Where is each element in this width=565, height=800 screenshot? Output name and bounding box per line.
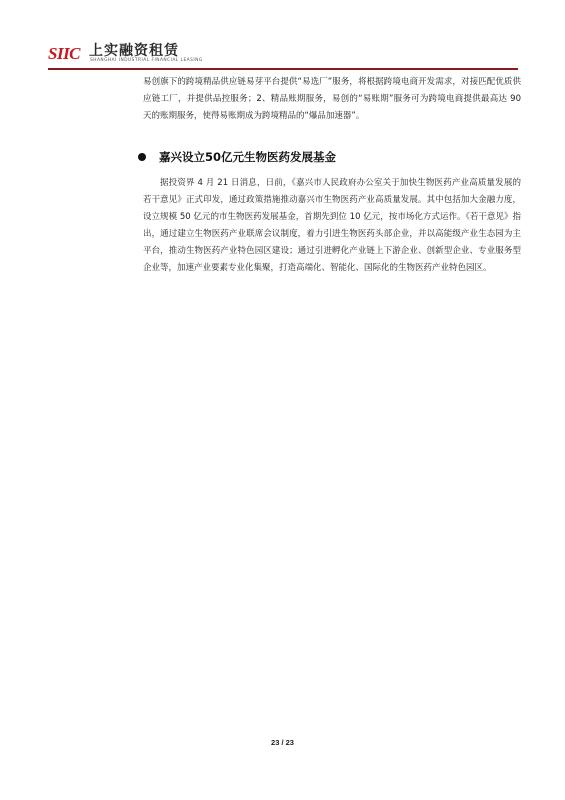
section-title: 嘉兴设立50亿元生物医药发展基金 [159, 150, 337, 164]
company-name-cn: 上实融资租赁 [89, 43, 179, 59]
page-header [48, 38, 518, 68]
header-divider [48, 68, 518, 70]
company-name-en: SHANGHAI INDUSTRIAL FINANCIAL LEASING [90, 58, 203, 63]
section-heading [138, 147, 521, 167]
paragraph-continued: 易创旗下的跨境精品供应链易芽平台提供“易选厂”服务，将根据跨境电商开发需求，对接匹配优质供应链工厂，并提供品控服务；2、精品账期服务，易创的“易账期”服务可为跨境电商提供最高达 90 天的账期服务，使得易账期成为跨境精品的“爆品加速器”。 [143, 77, 521, 121]
bullet-icon [138, 153, 146, 161]
page-number: 23 / 23 [271, 738, 294, 747]
company-logo: SIIC [48, 44, 81, 63]
page-content [143, 74, 521, 277]
news-paragraph: 据投资界 4 月 21 日消息，日前，《嘉兴市人民政府办公室关于加快生物医药产业高质量发展的若干意见》正式印发，通过政策措施推动嘉兴市生物医药产业高质量发展。其中包括加大金融力度，设立规模 50 亿元的市生物医药发展基金，首期先到位 10 亿元，按市场化方式运作。《若干意见》指出，通过建立生物医药产业联席会议制度，着力引进生物医药头部企业，并以高能级产业生态园为主平台，推动生物医药产业特色园区建设；通过引进孵化产业链上下游企业、创新型企业、专业服务型企业等，加速产业要素专业化集聚，打造高端化、智能化、国际化的生物医药产业特色园区。 [143, 178, 521, 273]
